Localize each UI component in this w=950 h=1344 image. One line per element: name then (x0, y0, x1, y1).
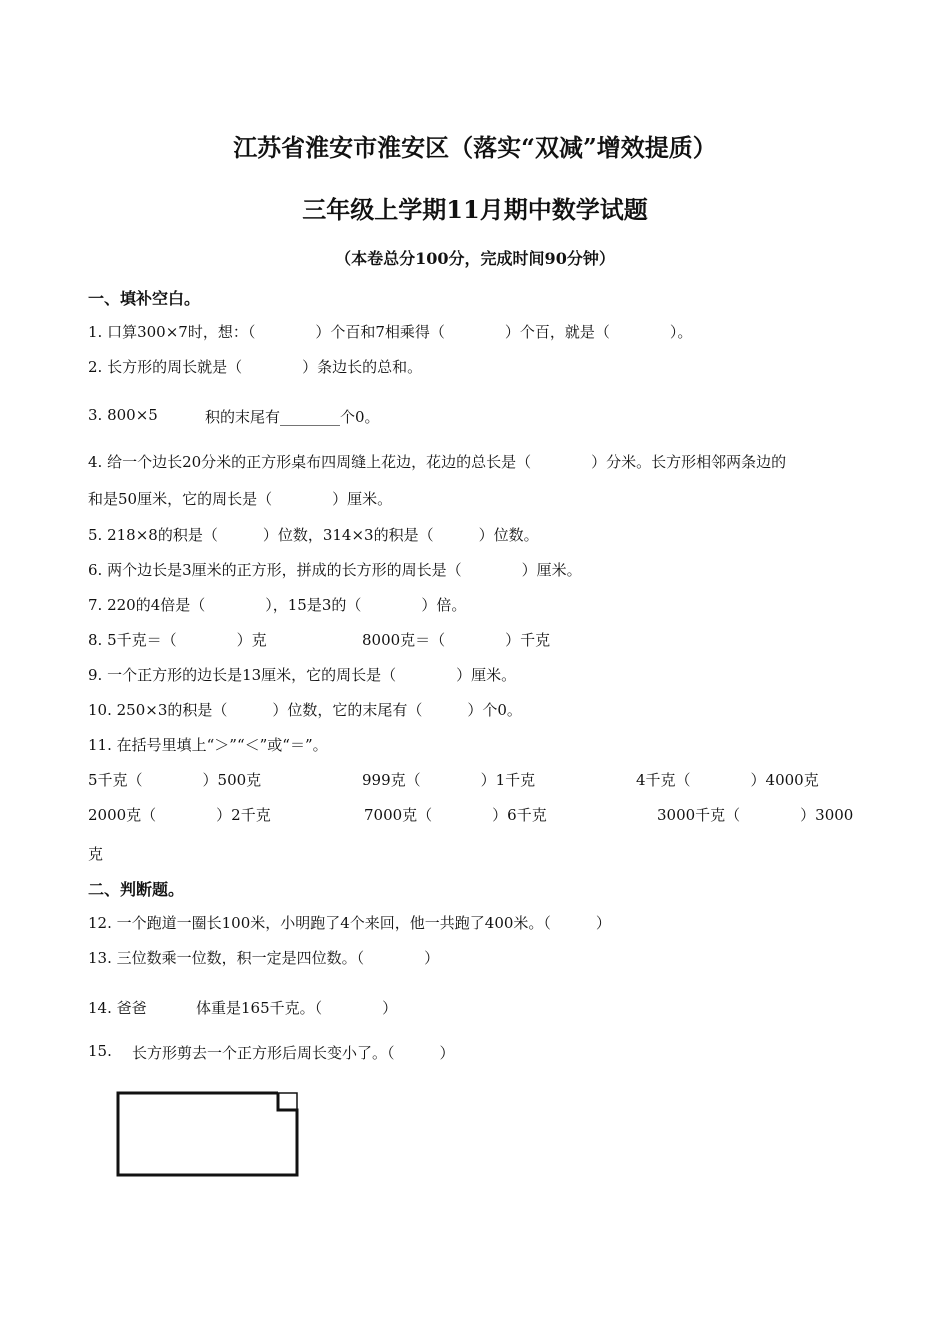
question-6: 6. 两个边长是3厘米的正方形，拼成的长方形的周长是（ ）厘米。 (88, 561, 582, 579)
cut-square-outline (278, 1093, 297, 1110)
question-8-part-a: 8. 5千克＝（ ）克 (88, 631, 267, 649)
question-15-text: 长方形剪去一个正方形后周长变小了。（ ） (132, 1044, 455, 1062)
question-3-end: 积的末尾有________个0。 (205, 408, 380, 426)
question-4-line-1: 4. 给一个边长20分米的正方形桌布四周缝上花边，花边的总长是（ ）分米。长方形相邻两条边的 (88, 453, 787, 471)
section-heading-fill-blanks: 一、填补空白。 (88, 289, 201, 308)
question-8-part-b: 8000克＝（ ）千克 (362, 631, 551, 649)
question-11-item-1: 5千克（ ）500克 (88, 771, 262, 789)
question-9: 9. 一个正方形的边长是13厘米，它的周长是（ ）厘米。 (88, 666, 517, 684)
question-13: 13. 三位数乘一位数，积一定是四位数。（ ） (88, 949, 440, 967)
question-11-item-2: 999克（ ）1千克 (362, 771, 536, 789)
rectangle-cut-figure (110, 1085, 310, 1185)
question-3-start: 3. 800×5 (88, 406, 158, 424)
question-14-end: 体重是165千克。（ ） (196, 999, 398, 1017)
question-11: 11. 在括号里填上“＞”“＜”或“＝”。 (88, 736, 328, 754)
question-11-item-6-wrap: 克 (88, 845, 104, 863)
question-11-item-6: 3000千克（ ）3000 (657, 806, 854, 824)
question-2: 2. 长方形的周长就是（ ）条边长的总和。 (88, 358, 423, 376)
title-line-2: 三年级上学期11月期中数学试题 (302, 195, 648, 224)
question-5: 5. 218×8的积是（ ）位数，314×3的积是（ ）位数。 (88, 526, 539, 544)
question-11-item-4: 2000克（ ）2千克 (88, 806, 271, 824)
title-line-1: 江苏省淮安市淮安区（落实“双减”增效提质） (233, 133, 717, 162)
exam-subtitle: （本卷总分100分，完成时间90分钟） (335, 249, 615, 268)
question-7: 7. 220的4倍是（ ），15是3的（ ）倍。 (88, 596, 467, 614)
question-12: 12. 一个跑道一圈长100米，小明跑了4个来回，他一共跑了400米。（ ） (88, 914, 611, 932)
question-1: 1. 口算300×7时，想：（ ）个百和7相乘得（ ）个百，就是（ ）。 (88, 323, 693, 341)
question-4-line-2: 和是50厘米，它的周长是（ ）厘米。 (88, 490, 393, 508)
question-14-start: 14. 爸爸 (88, 999, 147, 1017)
question-10: 10. 250×3的积是（ ）位数，它的末尾有（ ）个0。 (88, 701, 522, 719)
question-15-number: 15. (88, 1042, 112, 1060)
question-11-item-5: 7000克（ ）6千克 (364, 806, 547, 824)
section-heading-true-false: 二、判断题。 (88, 880, 185, 899)
question-11-item-3: 4千克（ ）4000克 (636, 771, 819, 789)
rectangle-outline (118, 1093, 297, 1175)
